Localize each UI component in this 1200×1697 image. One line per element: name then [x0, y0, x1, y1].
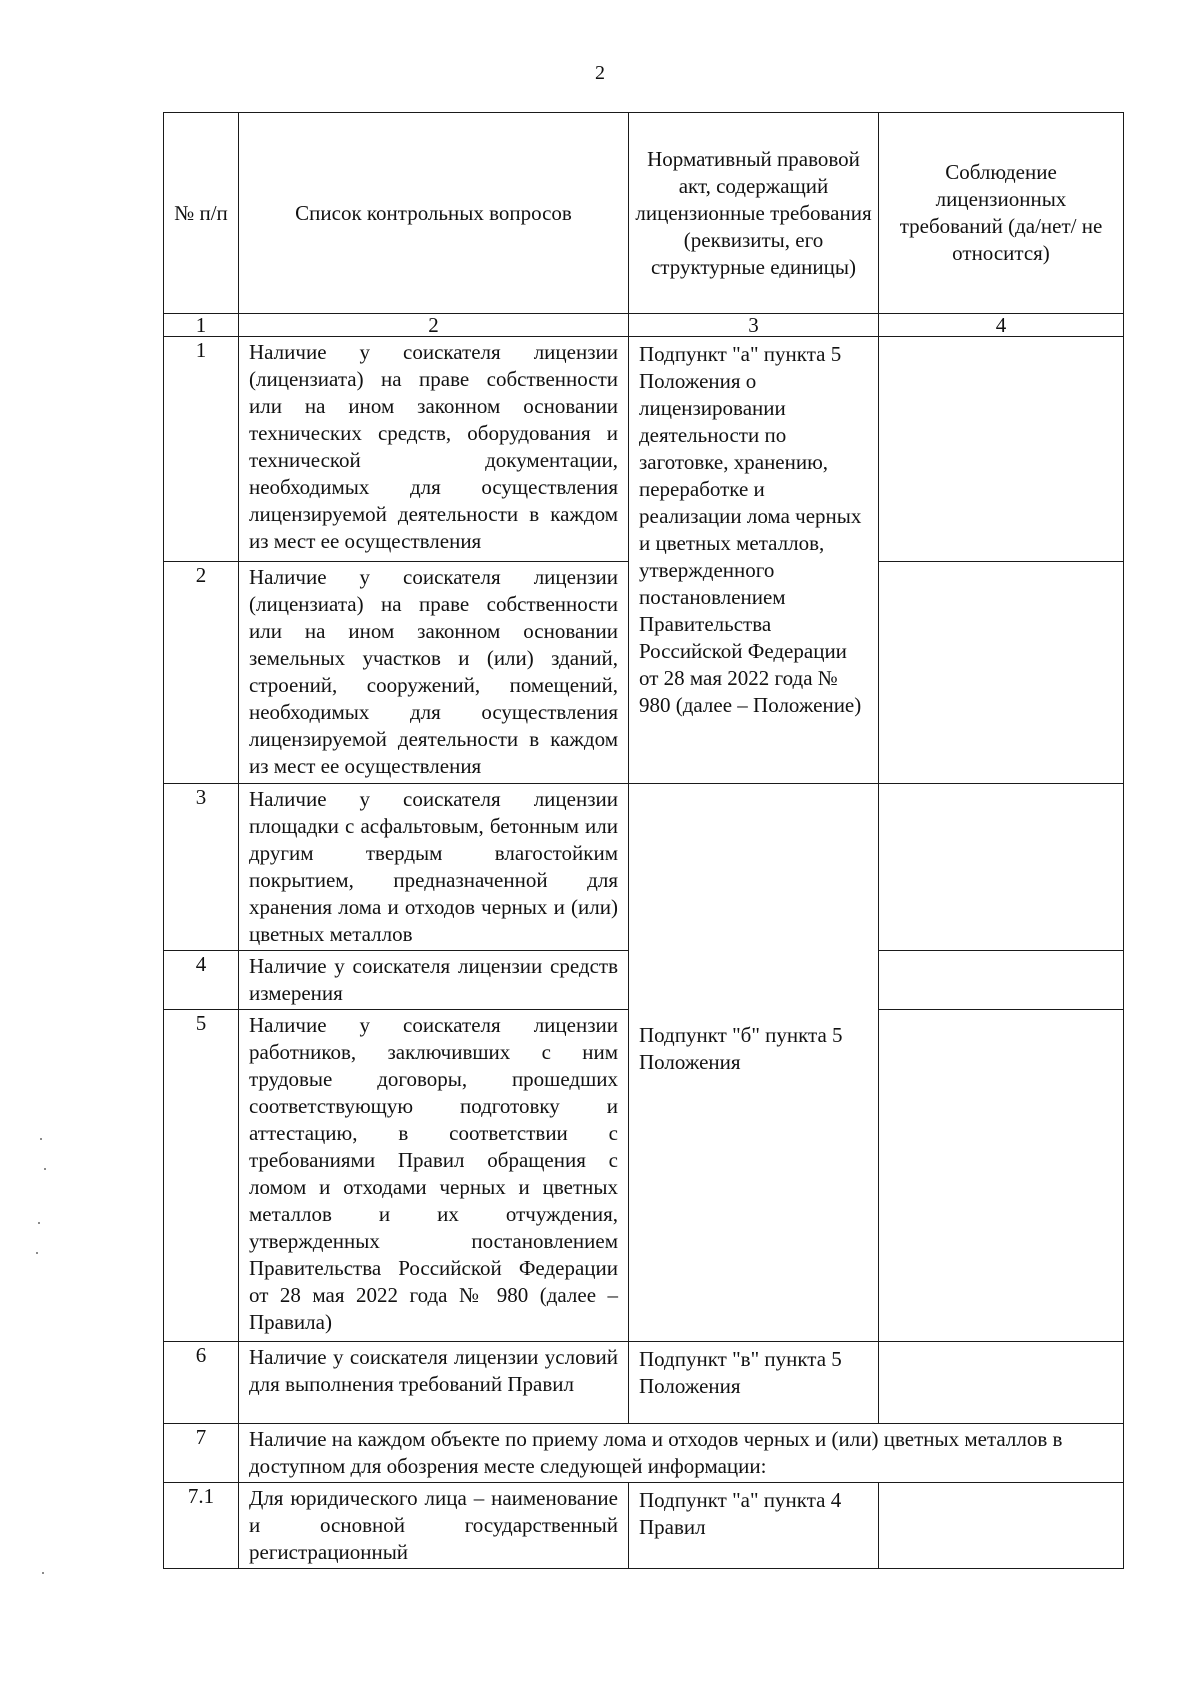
row-number: 7.1 — [164, 1483, 239, 1569]
row-number: 7 — [164, 1424, 239, 1483]
compliance-cell[interactable] — [879, 1483, 1124, 1569]
header-legal-act: Нормативный правовой акт, содержащий лицензионные требования (реквизиты, его структурные единицы) — [629, 113, 879, 314]
header-row — [164, 113, 1124, 314]
question-text: Наличие у соискателя лицензии (лицензиата) на праве собственности или на ином законном основании технических средств, оборудования и технической документации, необходимых для осуществления лицензируемой деятельности в каждом из мест ее осуществления — [239, 337, 629, 562]
column-index: 2 — [239, 314, 629, 337]
row-number: 5 — [164, 1010, 239, 1342]
row-number: 6 — [164, 1342, 239, 1424]
row-number: 4 — [164, 951, 239, 1010]
question-text: Наличие у соискателя лицензии (лицензиата) на праве собственности или на ином законном основании земельных участков и (или) зданий, строений, сооружений, помещений, необходимых для осуществления лицензируемой деятельности в каждом из мест ее осуществления — [239, 562, 629, 784]
question-text: Наличие у соискателя лицензии работников, заключивших с ним трудовые договоры, прошедших соответствующую подготовку и аттестацию, в соответствии с требованиями Правил обращения с ломом и отходами черных и цветных металлов и их отчуждения, утвержденных постановлением Правительства Российской Федерации от 28 мая 2022 года № 980 (далее – Правила) — [239, 1010, 629, 1342]
compliance-cell[interactable] — [879, 1342, 1124, 1424]
compliance-cell[interactable] — [879, 951, 1124, 1010]
compliance-cell[interactable] — [879, 1010, 1124, 1342]
column-index: 4 — [879, 314, 1124, 337]
legal-act-text: Подпункт "а" пункта 4 Правил — [629, 1483, 879, 1569]
legal-act-text: Подпункт "в" пункта 5 Положения — [629, 1342, 879, 1424]
table-row — [164, 784, 1124, 951]
question-text: Для юридического лица – наименование и основной государственный регистрационный — [239, 1483, 629, 1569]
table-row — [164, 337, 1124, 562]
compliance-cell[interactable] — [879, 562, 1124, 784]
legal-act-text: Подпункт "б" пункта 5 Положения — [629, 784, 879, 1342]
compliance-cell[interactable] — [879, 784, 1124, 951]
checklist-table — [163, 112, 1124, 1569]
page-number: 2 — [595, 62, 605, 84]
row-number: 3 — [164, 784, 239, 951]
table-row — [164, 1483, 1124, 1569]
row-number: 2 — [164, 562, 239, 784]
header-questions: Список контрольных вопросов — [239, 113, 629, 314]
column-index-row — [164, 314, 1124, 337]
column-index: 1 — [164, 314, 239, 337]
header-num: № п/п — [164, 113, 239, 314]
question-text: Наличие на каждом объекте по приему лома и отходов черных и (или) цветных металлов в доступном для обозрения месте следующей информации: — [239, 1424, 1124, 1483]
row-number: 1 — [164, 337, 239, 562]
compliance-cell[interactable] — [879, 337, 1124, 562]
legal-act-text: Подпункт "а" пункта 5 Положения о лицензировании деятельности по заготовке, хранению, переработке и реализации лома черных и цветных металлов, утвержденного постановлением Правительства Российской Федерации от 28 мая 2022 года № 980 (далее – Положение) — [629, 337, 879, 784]
table-row — [164, 1424, 1124, 1483]
question-text: Наличие у соискателя лицензии условий для выполнения требований Правил — [239, 1342, 629, 1424]
column-index: 3 — [629, 314, 879, 337]
question-text: Наличие у соискателя лицензии площадки с асфальтовым, бетонным или другим твердым влагостойким покрытием, предназначенной для хранения лома и отходов черных и (или) цветных металлов — [239, 784, 629, 951]
table-row — [164, 1342, 1124, 1424]
header-compliance: Соблюдение лицензионных требований (да/нет/ не относится) — [879, 113, 1124, 314]
question-text: Наличие у соискателя лицензии средств измерения — [239, 951, 629, 1010]
